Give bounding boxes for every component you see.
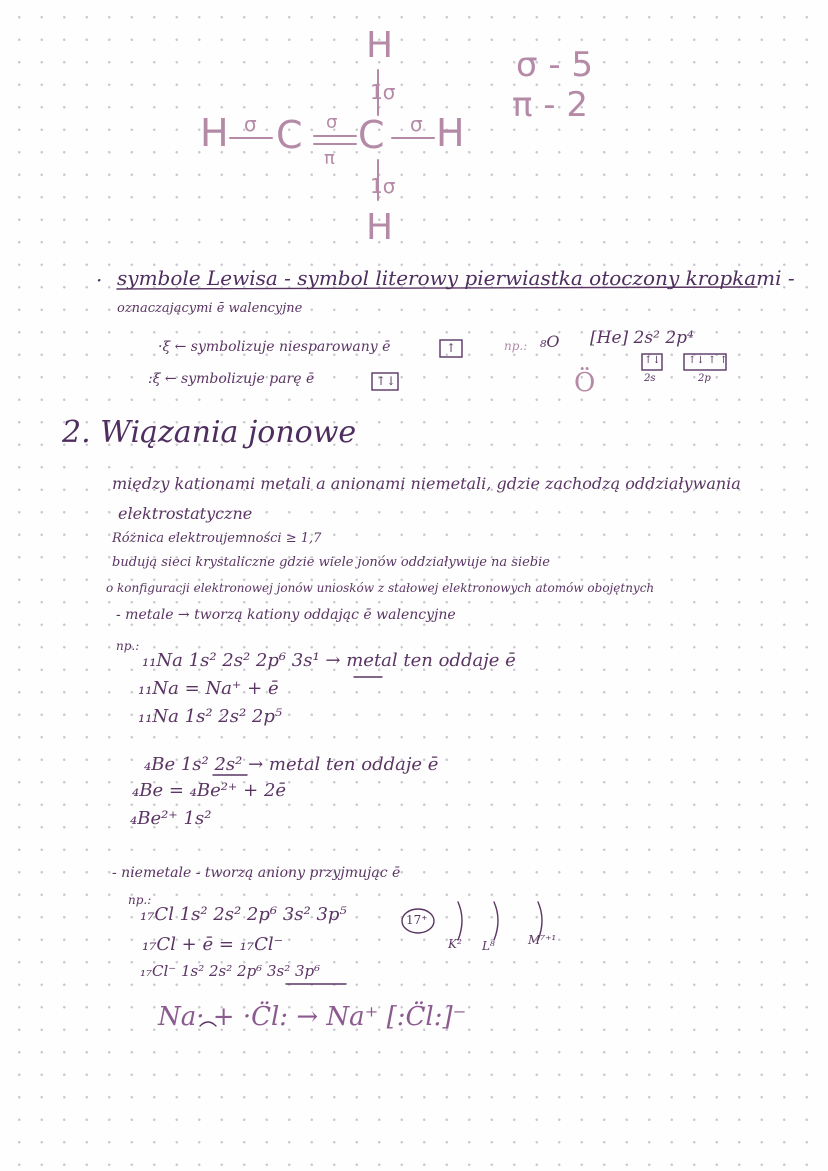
metals-rule: - metale → tworzą kationy oddając ē walencyjne	[116, 607, 456, 623]
ionic-line-2: elektrostatyczne	[118, 504, 253, 523]
sigma-double: σ	[326, 112, 338, 133]
np-metals: np.:	[116, 639, 140, 653]
sigma-right: σ	[410, 112, 423, 136]
na-ion-config: ₁₁Na 1s² 2s² 2p⁵	[138, 706, 283, 727]
np-nonmetals: np.:	[128, 893, 152, 907]
cl-config: ₁₇Cl 1s² 2s² 2p⁶ 3s² 3p⁵	[140, 904, 347, 925]
shell-1	[458, 902, 462, 940]
lewis-subtitle: oznaczającymi ē walencyjne	[117, 301, 303, 316]
orbital-2p-label: 2p	[698, 373, 711, 384]
nacl-reaction: Na· + ·C̈l: → Na⁺ [:C̈l:]⁻	[158, 1002, 467, 1032]
na-ion-equation: ₁₁Na = Na⁺ + ē	[138, 678, 279, 699]
orbital-2s-label: 2s	[644, 373, 656, 384]
lewis-item-single: ·ξ ← symbolizuje niesparowany ē	[158, 339, 391, 355]
sigma-count: σ - 5	[516, 45, 594, 85]
be-ion-equation: ₄Be = ₄Be²⁺ + 2ē	[132, 780, 287, 801]
nonmetals-rule: - niemetale - tworzą aniony przyjmując ē	[112, 865, 401, 881]
shell-m: M⁷⁺¹	[528, 933, 557, 947]
be-ion-config: ₄Be²⁺ 1s²	[130, 808, 212, 829]
ionic-line-4: budują sieci krystaliczne gdzie wiele jonów oddziaływuje na siebie	[112, 555, 550, 570]
sigma-top: 1σ	[370, 80, 396, 104]
cl-ion-equation: ₁₇Cl + ē = ₁₇Cl⁻	[142, 934, 284, 955]
h-left: H	[200, 111, 229, 155]
lewis-item-pair: :ξ ← symbolizuje parę ē	[148, 371, 315, 387]
example-config: [He] 2s² 2p⁴	[590, 328, 694, 348]
pi-count: π - 2	[512, 85, 588, 125]
oxygen-lewis: Ö	[574, 368, 596, 398]
lewis-title: symbole Lewisa - symbol literowy pierwiastka otoczony kropkami -	[117, 266, 795, 290]
ionic-line-1: między kationami metali a anionami niemetali, gdzie zachodzą oddziaływania	[112, 474, 741, 493]
orbital-2p: ↑↓ ↑ ↑	[688, 355, 728, 366]
h-right: H	[436, 111, 465, 155]
example-label: np.:	[504, 339, 528, 353]
h-top: H	[366, 25, 394, 66]
cl-ion-config: ₁₇Cl⁻ 1s² 2s² 2p⁶ 3s² 3p⁶	[140, 962, 321, 980]
shell-2	[494, 902, 498, 940]
bullet: ·	[96, 268, 103, 292]
na-config: ₁₁Na 1s² 2s² 2p⁶ 3s¹ → metal ten oddaje ē	[142, 650, 516, 671]
section-heading: 2. Wiązania jonowe	[62, 415, 357, 450]
sigma-bottom: 1σ	[370, 174, 396, 198]
shell-l: L⁸	[482, 939, 495, 953]
ionic-line-3: Różnica elektroujemności ≥ 1,7	[112, 531, 322, 546]
orbital-2s: ↑↓	[644, 355, 661, 366]
pi-double: π	[324, 148, 335, 169]
example-oxygen: ₈O	[540, 332, 560, 351]
h-bottom: H	[366, 207, 394, 248]
ionic-line-5: o konfiguracji elektronowej jonów uniosków z stałowej elektronowych atomów obojętnych	[106, 581, 655, 595]
c-left: C	[276, 113, 303, 157]
shell-k: K²	[448, 937, 462, 951]
sigma-left: σ	[244, 112, 257, 136]
cl-nucleus: 17⁺	[406, 913, 428, 927]
be-config: ₄Be 1s² 2s² → metal ten oddaje ē	[144, 754, 439, 775]
box-single-arrow: ↑	[446, 341, 457, 355]
c-right: C	[358, 113, 385, 157]
box-pair-arrows: ↑↓	[376, 374, 397, 388]
